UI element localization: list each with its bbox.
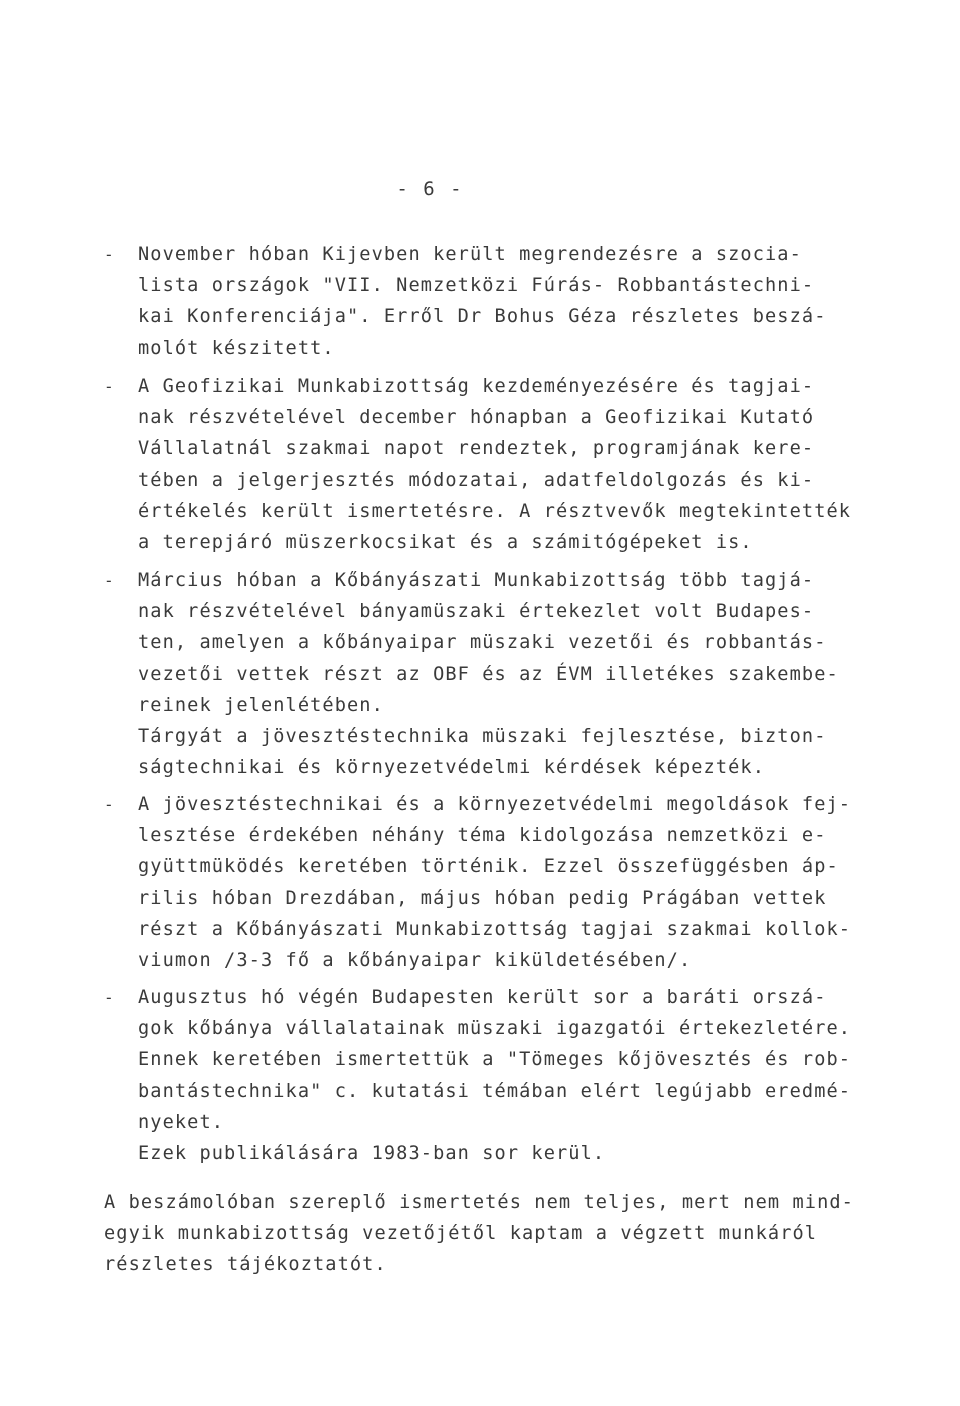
bullet-dash: - (104, 571, 114, 590)
text-line: A jövesztéstechnikai és a környezetvédelmi megoldások fej- (138, 794, 852, 815)
text-line: nyeket. (138, 1111, 225, 1133)
page-number: - 6 - (396, 178, 464, 200)
text-line: nak részvételével bányamüszaki értekezlet volt Budapes- (138, 601, 815, 623)
text-line: molót készitett. (138, 337, 335, 359)
text-line: a terepjáró müszerkocsikat és a számitógépeket is. (138, 531, 753, 553)
text-line: ságtechnikai és környezetvédelmi kérdések képezték. (138, 757, 766, 779)
text-line: bantástechnika" c. kutatási témában elért legújabb eredmé- (138, 1080, 852, 1102)
text-line: egyik munkabizottság vezetőjétől kaptam a végzett munkáról (104, 1223, 818, 1245)
list-item (104, 239, 868, 364)
text-line: Augusztus hó végén Budapesten került sor a baráti orszá- (138, 987, 827, 1008)
text-line: részt a Kőbányászati Munkabizottság tagjai szakmai kollok- (138, 918, 852, 940)
text-line: rilis hóban Drezdában, május hóban pedig Prágában vettek (138, 887, 827, 909)
text-line: ten, amelyen a kőbányaipar müszaki vezetői és robbantás- (138, 632, 827, 654)
text-line: reinek jelenlétében. (138, 694, 384, 716)
text-line: lesztése érdekében néhány téma kidolgozása nemzetközi e- (138, 825, 827, 847)
text-line: November hóban Kijevben került megrendezésre a szocia- (138, 244, 802, 265)
text-line: értékelés került ismertetésre. A résztvevők megtekintették (138, 500, 852, 522)
text-line: gyüttmüködés keretében történik. Ezzel összefüggésben áp- (138, 856, 839, 878)
bullet-dash: - (104, 795, 114, 814)
text-line: nak részvételével december hónapban a Geofizikai Kutató (138, 407, 815, 429)
list-item (104, 982, 868, 1169)
text-line: tében a jelgerjesztés módozatai, adatfeldolgozás és ki- (138, 469, 815, 491)
bullet-dash: - (104, 377, 114, 396)
bullet-dash: - (104, 988, 114, 1007)
list-item (104, 565, 868, 783)
closing-paragraph (104, 1187, 874, 1281)
text-line: Vállalatnál szakmai napot rendeztek, programjának kere- (138, 438, 815, 460)
text-line: A beszámolóban szereplő ismertetés nem teljes, mert nem mind- (104, 1192, 854, 1213)
text-line: Tárgyát a jövesztéstechnika müszaki fejlesztése, bizton- (138, 725, 827, 747)
text-line: lista országok "VII. Nemzetközi Fúrás- Robbantástechni- (138, 275, 815, 297)
text-line: Ezek publikálására 1983-ban sor kerül. (138, 1142, 606, 1164)
text-line: vezetői vettek részt az OBF és az ÉVM illetékes szakembe- (138, 663, 839, 685)
text-line: kai Konferenciája". Erről Dr Bohus Géza részletes beszá- (138, 306, 827, 328)
text-line: viumon /3-3 fő a kőbányaipar kiküldetésében/. (138, 949, 692, 971)
text-line: Ennek keretében ismertettük a "Tömeges kőjövesztés és rob- (138, 1049, 852, 1071)
list-item (104, 789, 868, 976)
text-line: Március hóban a Kőbányászati Munkabizottság több tagjá- (138, 570, 815, 591)
bullet-dash: - (104, 245, 114, 264)
text-line: gok kőbánya vállalatainak müszaki igazgatói értekezletére. (138, 1018, 852, 1040)
text-line: A Geofizikai Munkabizottság kezdeményezésére és tagjai- (138, 376, 815, 397)
text-line: részletes tájékoztatót. (104, 1254, 387, 1276)
list-item (104, 371, 868, 558)
